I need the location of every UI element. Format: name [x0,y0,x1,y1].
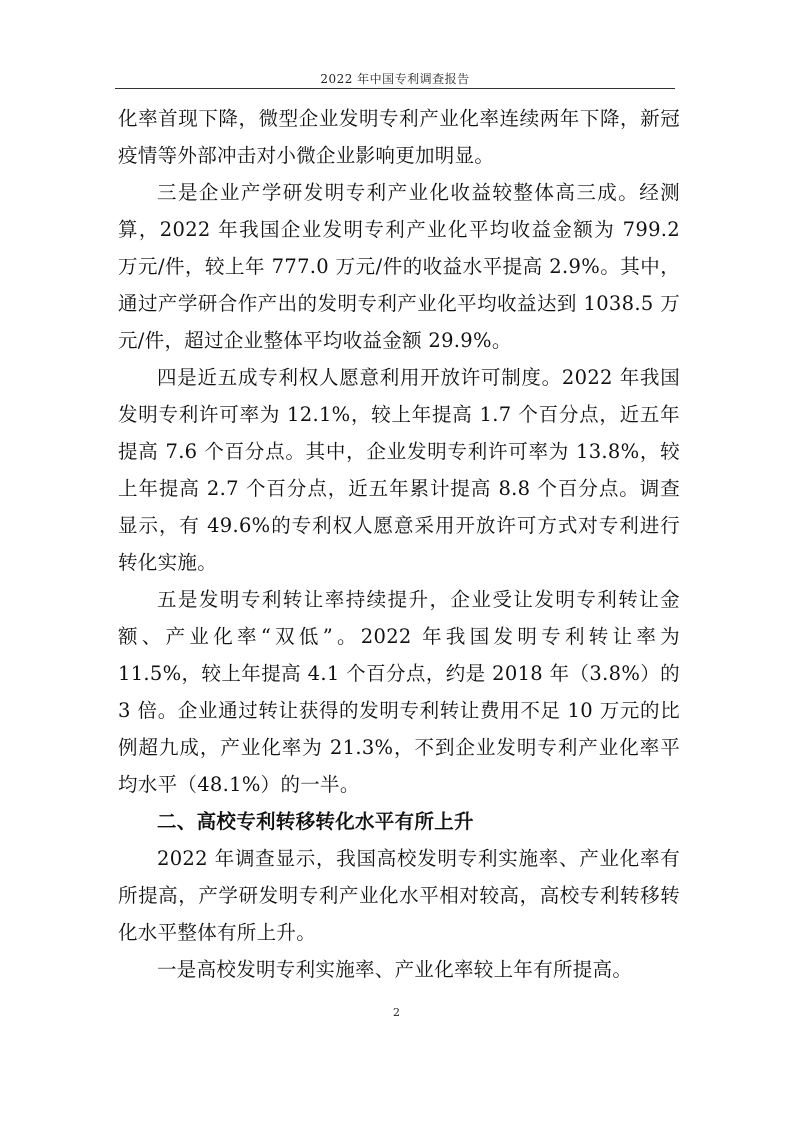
running-header: 2022 年中国专利调查报告 [320,72,470,86]
paragraph-open-licensing: 四是近五成专利权人愿意利用开放许可制度。2022 年我国发明专利许可率为 12.1%，较上年提高 1.7 个百分点，近五年提高 7.6 个百分点。其中，企业发明专利许可率为 13.8%，较上年提高 2.7 个百分点，近五年累计提高 8.8 个百分点。调查显示，有 49.6%的专利权人愿意采用开放许可方式对专利进行转化实施。 [118,366,680,574]
paragraph-enterprise-industry-academia-returns: 三是企业产学研发明专利产业化收益较整体高三成。经测算，2022 年我国企业发明专利产业化平均收益金额为 799.2 万元/件，较上年 777.0 万元/件的收益水平提高 2.9%。其中，通过产学研合作产出的发明专利产业化平均收益达到 1038.5 万元/件，超过企业整体平均收益金额 29.9%。 [118,181,680,352]
header-divider [115,88,675,89]
paragraph-university-implementation-rate: 一是高校发明专利实施率、产业化率较上年有所提高。 [157,958,633,981]
document-body [118,100,680,988]
paragraph-university-survey: 2022 年调查显示，我国高校发明专利实施率、产业化率有所提高，产学研发明专利产业化水平相对较高，高校专利转移转化水平整体有所上升。 [118,847,680,944]
section-heading: 二、高校专利转移转化水平有所上升 [157,810,474,833]
paragraph-continued: 化率首现下降，微型企业发明专利产业化率连续两年下降，新冠疫情等外部冲击对小微企业影响更加明显。 [118,107,680,167]
page-number: 2 [393,1006,400,1019]
paragraph-patent-transfer-rate: 五是发明专利转让率持续提升，企业受让发明专利转让金额、产业化率“双低”。2022 年我国发明专利转让率为 11.5%，较上年提高 4.1 个百分点，约是 2018 年（3.8%）的 3 倍。企业通过转让获得的发明专利转让费用不足 10 万元的比例超九成，产业化率为 21.3%，不到企业发明专利产业化率平均水平（48.1%）的一半。 [118,588,680,796]
